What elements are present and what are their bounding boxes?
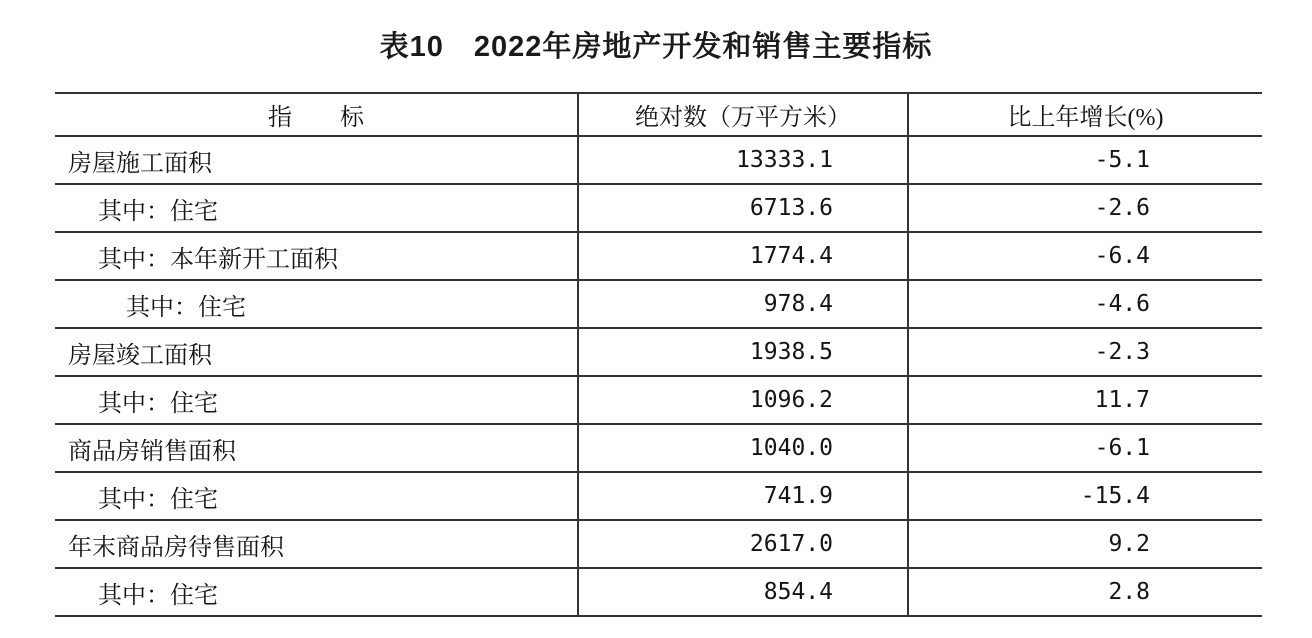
absolute-value-cell: 2617.0 — [578, 520, 908, 568]
absolute-value-cell: 854.4 — [578, 568, 908, 616]
growth-value-cell: 11.7 — [908, 376, 1262, 424]
table-row — [55, 472, 1262, 520]
indicator-cell: 其中：住宅 — [98, 582, 218, 609]
header-row — [55, 93, 1262, 136]
column-header-indicator: 指 标 — [268, 105, 364, 131]
table-row — [55, 376, 1262, 424]
table-row — [55, 136, 1262, 184]
absolute-value-cell: 1774.4 — [578, 232, 908, 280]
column-header-absolute: 绝对数（万平方米） — [578, 93, 908, 136]
growth-value-cell: -2.6 — [908, 184, 1262, 232]
indicator-cell: 商品房销售面积 — [68, 438, 236, 465]
indicator-cell: 年末商品房待售面积 — [68, 534, 284, 561]
indicator-cell: 其中：本年新开工面积 — [98, 246, 338, 273]
indicator-cell: 房屋竣工面积 — [68, 342, 212, 369]
growth-value-cell: -5.1 — [908, 136, 1262, 184]
table-row — [55, 424, 1262, 472]
table-row — [55, 568, 1262, 616]
indicator-cell: 其中：住宅 — [98, 486, 218, 513]
table-row — [55, 232, 1262, 280]
growth-value-cell: -6.4 — [908, 232, 1262, 280]
indicator-cell: 房屋施工面积 — [68, 150, 212, 177]
table-header — [55, 93, 1262, 136]
growth-value-cell: -2.3 — [908, 328, 1262, 376]
table-title: 表10 2022年房地产开发和销售主要指标 — [379, 31, 933, 63]
growth-value-cell: -6.1 — [908, 424, 1262, 472]
growth-value-cell: 2.8 — [908, 568, 1262, 616]
absolute-value-cell: 978.4 — [578, 280, 908, 328]
indicators-table — [55, 92, 1262, 617]
table-row — [55, 520, 1262, 568]
growth-value-cell: -4.6 — [908, 280, 1262, 328]
absolute-value-cell: 1040.0 — [578, 424, 908, 472]
table-row — [55, 184, 1262, 232]
absolute-value-cell: 13333.1 — [578, 136, 908, 184]
indicator-cell: 其中：住宅 — [98, 390, 218, 417]
table-body — [55, 136, 1262, 616]
growth-value-cell: -15.4 — [908, 472, 1262, 520]
absolute-value-cell: 1096.2 — [578, 376, 908, 424]
column-header-growth: 比上年增长(%) — [908, 93, 1262, 136]
absolute-value-cell: 741.9 — [578, 472, 908, 520]
table-row — [55, 280, 1262, 328]
absolute-value-cell: 1938.5 — [578, 328, 908, 376]
table-row — [55, 328, 1262, 376]
indicator-cell: 其中：住宅 — [98, 198, 218, 225]
indicator-cell: 其中：住宅 — [126, 294, 246, 321]
growth-value-cell: 9.2 — [908, 520, 1262, 568]
absolute-value-cell: 6713.6 — [578, 184, 908, 232]
